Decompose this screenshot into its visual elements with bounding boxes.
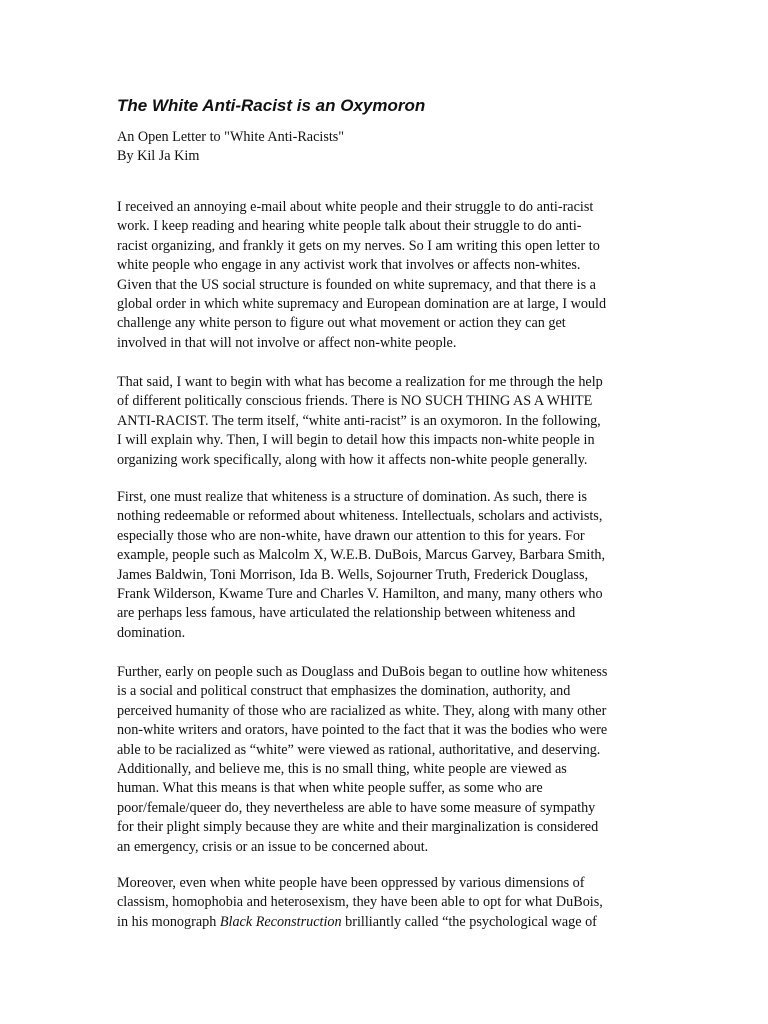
text-line: I will explain why. Then, I will begin to detail how this impacts non-white people in [117,432,595,449]
paragraph-1 [117,198,637,353]
text-line: That said, I want to begin with what has become a realization for me through the help [117,374,603,390]
text-line: organizing work specifically, along with how it affects non-white people generally. [117,451,588,468]
text-line: challenge any white person to figure out what movement or action they can get [117,315,566,332]
text-line: Additionally, and believe me, this is no small thing, white people are viewed as [117,761,567,778]
text-line: an emergency, crisis or an issue to be concerned about. [117,838,429,855]
byline: By Kil Ja Kim [117,148,200,164]
text-line: involved in that will not involve or affect non-white people. [117,334,457,351]
text-line: example, people such as Malcolm X, W.E.B. DuBois, Marcus Garvey, Barbara Smith, [117,547,606,564]
paragraph-5 [117,874,637,932]
text-line: poor/female/queer do, they nevertheless are able to have some measure of sympathy [117,799,596,816]
paragraph-2 [117,373,637,470]
text-line: James Baldwin, Toni Morrison, Ida B. Wells, Sojourner Truth, Frederick Douglass, [117,566,589,583]
text-line: Given that the US social structure is founded on white supremacy, and that there is a [117,276,596,293]
text-segment: brilliantly called “the psychological wage of [341,913,597,930]
text-line: classism, homophobia and heterosexism, they have been able to opt for what DuBois, [117,894,603,911]
text-line: First, one must realize that whiteness is a structure of domination. As such, there is [117,489,588,505]
text-line: white people who engage in any activist work that involves or affects non-whites. [117,257,581,274]
text-line: able to be racialized as “white” were viewed as rational, authoritative, and deserving. [117,741,601,758]
text-segment: in his monograph [117,913,220,930]
text-line: domination. [117,624,186,641]
paragraph-4 [117,663,637,857]
text-line: non-white writers and orators, have pointed to the fact that it was the bodies who were [117,722,608,739]
book-title: Black Reconstruction [219,913,342,930]
text-line: ANTI-RACIST. The term itself, “white anti-racist” is an oxymoron. In the following, [117,412,601,429]
text-line: nothing redeemable or reformed about whiteness. Intellectuals, scholars and activists, [117,508,603,525]
text-line: especially those who are non-white, have drawn our attention to this for years. For [117,527,585,544]
subtitle: An Open Letter to "White Anti-Racists" [117,129,345,145]
document-title: The White Anti-Racist is an Oxymoron [117,96,426,115]
text-line: perceived humanity of those who are racialized as white. They, along with many other [117,702,607,719]
text-line: I received an annoying e-mail about white people and their struggle to do anti-racist [117,199,594,215]
text-line: Further, early on people such as Douglass and DuBois began to outline how whiteness [117,664,608,680]
paragraph-3 [117,488,637,643]
text-line: racist organizing, and frankly it gets on my nerves. So I am writing this open letter to [117,237,600,254]
text-line: are perhaps less famous, have articulated the relationship between whiteness and [117,605,576,622]
text-line [117,913,637,932]
text-line: Frank Wilderson, Kwame Ture and Charles V. Hamilton, and many, many others who [117,586,603,603]
text-line: for their plight simply because they are white and their marginalization is considered [117,819,599,836]
text-line: of different politically conscious friends. There is NO SUCH THING AS A WHITE [117,393,593,410]
text-line: is a social and political construct that emphasizes the domination, authority, and [117,683,571,700]
text-line: global order in which white supremacy and European domination are at large, I would [117,296,607,313]
text-line: Moreover, even when white people have been oppressed by various dimensions of [117,875,585,891]
text-line: work. I keep reading and hearing white people talk about their struggle to do anti- [117,218,582,235]
text-line: human. What this means is that when white people suffer, as some who are [117,780,543,797]
